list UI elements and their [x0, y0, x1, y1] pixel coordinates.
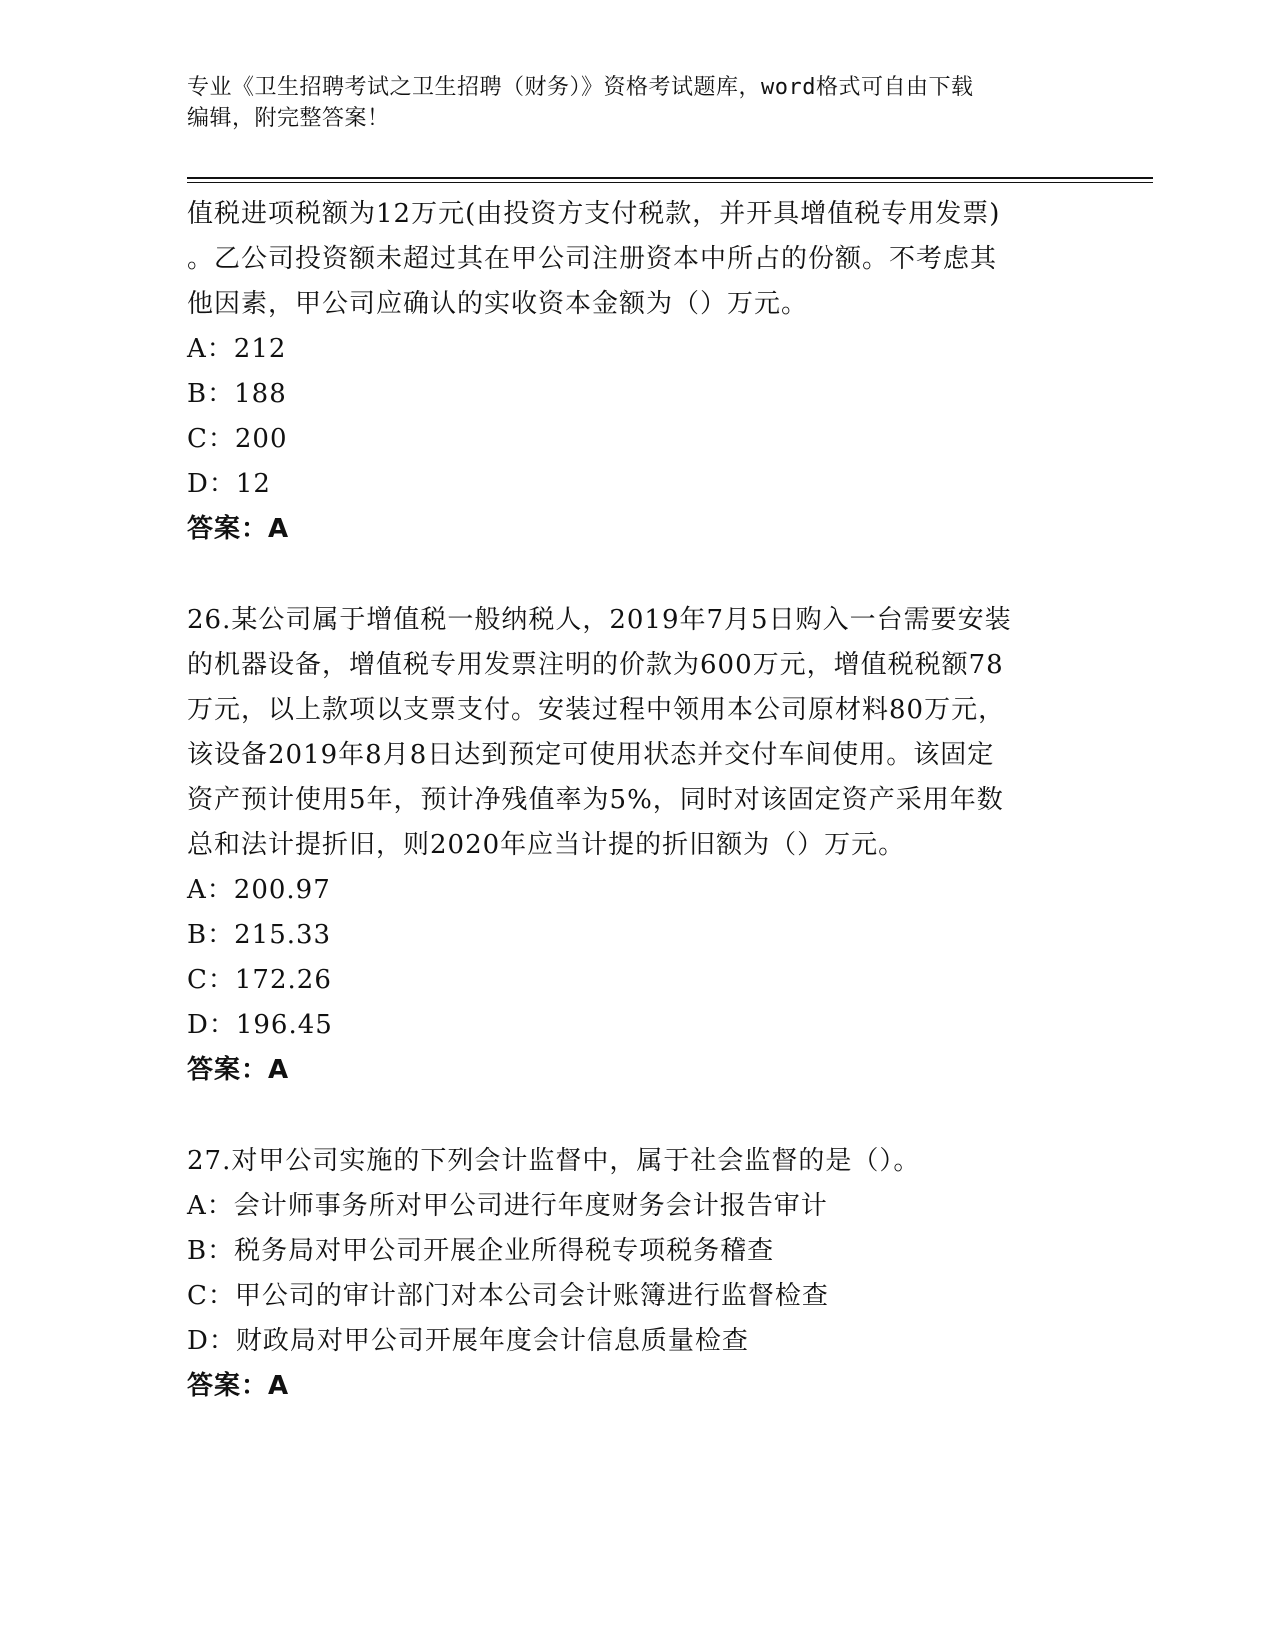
header-rule-thin	[187, 182, 1153, 183]
option-d: D：196.45	[187, 1010, 333, 1040]
option-d: D：12	[187, 469, 271, 499]
document-header	[187, 72, 1087, 134]
question-stem-line: 资产预计使用5年，预计净残值率为5%，同时对该固定资产采用年数	[187, 785, 1004, 815]
question-stem-line: 该设备2019年8月8日达到预定可使用状态并交付车间使用。该固定	[187, 740, 995, 770]
question-stem-line: 。乙公司投资额未超过其在甲公司注册资本中所占的份额。不考虑其	[187, 244, 998, 274]
question-stem-line: 26.某公司属于增值税一般纳税人，2019年7月5日购入一台需要安装	[187, 605, 1012, 635]
header-line-2: 编辑，附完整答案！	[187, 106, 390, 131]
question-27	[187, 1139, 1087, 1409]
option-b: B：188	[187, 379, 287, 409]
answer-line: 答案：A	[187, 514, 290, 544]
question-stem-line: 的机器设备，增值税专用发票注明的价款为600万元，增值税税额78	[187, 650, 1004, 680]
option-a: A：212	[187, 334, 287, 364]
question-stem-line: 万元，以上款项以支票支付。安装过程中领用本公司原材料80万元，	[187, 695, 1006, 725]
option-a: A：200.97	[187, 875, 331, 905]
option-c: C：200	[187, 424, 288, 454]
option-d: D：财政局对甲公司开展年度会计信息质量检查	[187, 1326, 749, 1356]
option-b: B：215.33	[187, 920, 332, 950]
option-c: C：甲公司的审计部门对本公司会计账簿进行监督检查	[187, 1281, 829, 1311]
question-stem-line: 他因素，甲公司应确认的实收资本金额为（）万元。	[187, 289, 809, 319]
question-list	[187, 192, 1087, 1455]
answer-line: 答案：A	[187, 1055, 290, 1085]
answer-line: 答案：A	[187, 1371, 290, 1401]
question-stem-line: 总和法计提折旧，则2020年应当计提的折旧额为（）万元。	[187, 830, 906, 860]
option-c: C：172.26	[187, 965, 332, 995]
option-a: A：会计师事务所对甲公司进行年度财务会计报告审计	[187, 1191, 828, 1221]
question-stem-line: 值税进项税额为12万元(由投资方支付税款，并开具增值税专用发票)	[187, 199, 1001, 229]
question-25-continued	[187, 192, 1087, 552]
header-line-1: 专业《卫生招聘考试之卫生招聘（财务）》资格考试题库，word格式可自由下载	[187, 75, 974, 100]
question-stem-line: 27.对甲公司实施的下列会计监督中，属于社会监督的是（）。	[187, 1146, 921, 1176]
header-rule-thick	[187, 177, 1153, 179]
option-b: B：税务局对甲公司开展企业所得税专项税务稽查	[187, 1236, 775, 1266]
question-26	[187, 598, 1087, 1093]
